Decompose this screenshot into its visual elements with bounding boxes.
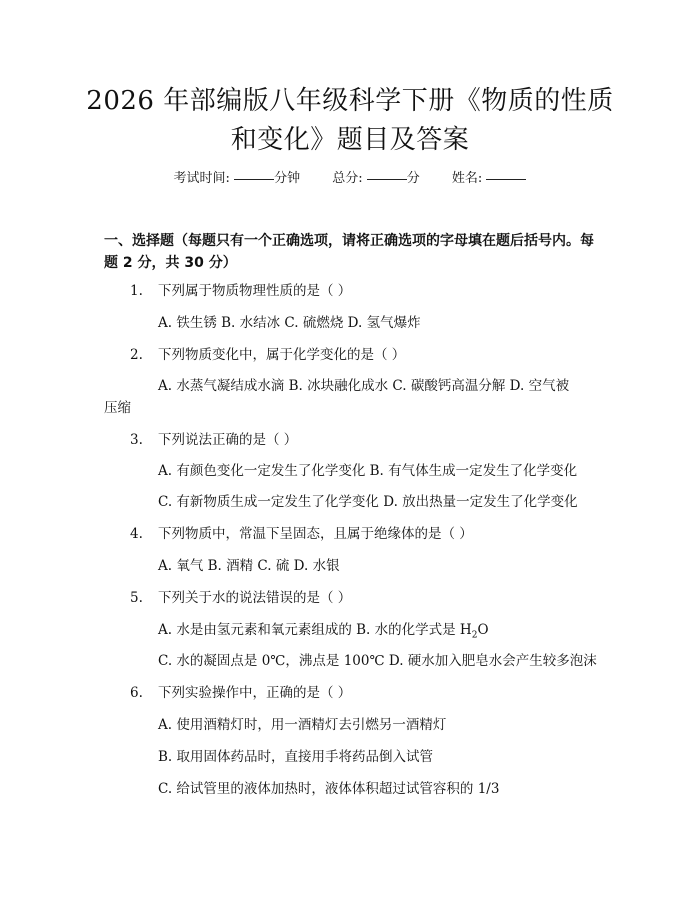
question-number: 5. <box>130 590 143 606</box>
question-number: 4. <box>130 526 143 542</box>
question-text: 下列物质变化中，属于化学变化的是（ ） <box>158 347 406 363</box>
option-text: A. 水是由氢元素和氧元素组成的 B. 水的化学式是 H <box>158 622 472 638</box>
student-name-field <box>452 170 527 188</box>
section-header-line2: 题 2 分，共 30 分） <box>104 255 237 271</box>
question-stem <box>130 524 610 544</box>
exam-meta <box>0 170 700 188</box>
question-text: 下列关于水的说法错误的是（ ） <box>158 590 352 606</box>
total-score-field <box>332 170 420 188</box>
student-name-label: 姓名: <box>451 171 483 186</box>
question-stem <box>130 345 610 365</box>
question-number: 2. <box>130 347 143 363</box>
question-text: 下列说法正确的是（ ） <box>158 432 298 448</box>
question-options: A. 氧气 B. 酒精 C. 硫 D. 水银 <box>158 558 340 574</box>
question-option: B. 取用固体药品时，直接用手将药品倒入试管 <box>158 749 434 765</box>
question-stem <box>130 588 610 608</box>
question-number: 3. <box>130 432 143 448</box>
question-option: A. 使用酒精灯时，用一酒精灯去引燃另一酒精灯 <box>158 717 447 733</box>
exam-time-label: 考试时间: <box>173 171 230 186</box>
question-text: 下列物质中，常温下呈固态，且属于绝缘体的是（ ） <box>158 526 473 542</box>
question-options <box>104 375 604 419</box>
page-title-line1: 2026 年部编版八年级科学下册《物质的性质 <box>86 86 614 116</box>
question-options: A. 铁生锈 B. 水结冰 C. 硫燃烧 D. 氢气爆炸 <box>158 315 421 331</box>
question-stem <box>130 430 610 450</box>
section-header-line1: 一、选择题（每题只有一个正确选项，请将正确选项的字母填在题后括号内。每 <box>104 233 594 249</box>
question-option: A. 有颜色变化一定发生了化学变化 B. 有气体生成一定发生了化学变化 <box>158 463 578 479</box>
total-score-label: 总分: <box>332 171 363 186</box>
question-text: 下列实验操作中，正确的是（ ） <box>158 685 352 701</box>
question-options-line1: A. 水蒸气凝结成水滴 B. 冰块融化成水 C. 碳酸钙高温分解 D. 空气被 <box>158 378 570 394</box>
page-title-line2: 和变化》题目及答案 <box>230 125 470 155</box>
student-name-blank <box>486 179 526 180</box>
exam-time-unit: 分钟 <box>274 171 301 186</box>
subscript: 2 <box>471 630 478 641</box>
question-number: 1. <box>130 283 143 299</box>
question-option: C. 有新物质生成一定发生了化学变化 D. 放出热量一定发生了化学变化 <box>158 494 578 510</box>
question-option: C. 水的凝固点是 0℃，沸点是 100℃ D. 硬水加入肥皂水会产生较多泡沫 <box>158 653 597 669</box>
total-score-unit: 分 <box>406 171 420 186</box>
question-number: 6. <box>130 685 143 701</box>
question-option <box>158 620 608 646</box>
question-stem <box>130 683 610 703</box>
question-options-line2: 压缩 <box>104 400 131 416</box>
total-score-blank <box>367 179 407 180</box>
question-stem <box>130 281 610 301</box>
exam-time-blank <box>234 179 274 180</box>
section-header <box>104 230 604 274</box>
exam-time-field <box>174 170 301 188</box>
option-text: O <box>477 622 489 638</box>
question-option: C. 给试管里的液体加热时，液体体积超过试管容积的 1/3 <box>158 781 500 797</box>
question-text: 下列属于物质物理性质的是（ ） <box>158 283 352 299</box>
